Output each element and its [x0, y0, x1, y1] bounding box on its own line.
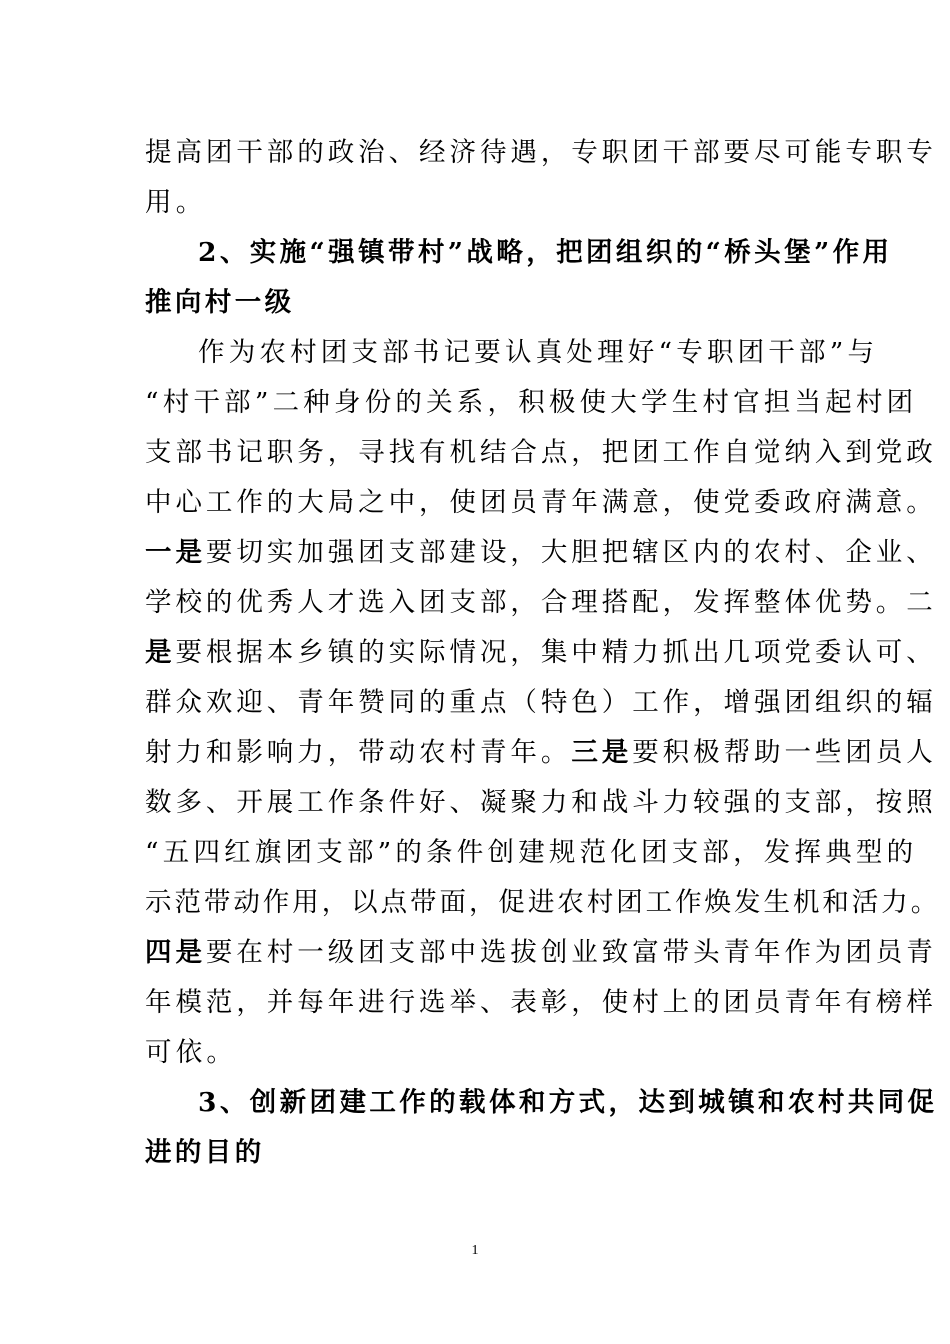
text-run: 支部书记职务，寻找有机结合点，把团工作自觉纳入到党政 — [145, 437, 937, 468]
text-run: 要积极帮助一些团员人 — [632, 737, 937, 768]
body-text-line — [145, 183, 835, 223]
section-heading — [145, 1133, 835, 1173]
body-text-line — [145, 883, 941, 923]
heading-text: 推向村一级 — [145, 287, 295, 318]
text-run: 中心工作的大局之中，使团员青年满意，使党委政府满意。 — [145, 487, 937, 518]
bold-lead: 是 — [145, 637, 176, 668]
text-run: “五四红旗团支部”的条件创建规范化团支部，发挥典型的 — [145, 837, 918, 868]
heading-text: 2、实施“强镇带村”战略，把团组织的“桥头堡”作用 — [198, 237, 893, 268]
text-run: 可依。 — [145, 1037, 238, 1068]
body-text-line — [145, 533, 937, 573]
body-text-line — [145, 633, 937, 673]
body-text-line — [145, 133, 937, 173]
body-text-line — [198, 333, 888, 373]
text-run: 提高团干部的政治、经济待遇，专职团干部要尽可能专职专 — [145, 137, 937, 168]
text-run: 要根据本乡镇的实际情况，集中精力抓出几项党委认可、 — [175, 637, 937, 668]
text-run: 学校的优秀人才选入团支部，合理搭配，发挥整体优势。二 — [145, 587, 937, 618]
section-heading — [198, 1083, 938, 1123]
text-run: “村干部”二种身份的关系，积极使大学生村官担当起村团 — [145, 387, 918, 418]
page-number: 1 — [471, 1243, 479, 1258]
text-run: 数多、开展工作条件好、凝聚力和战斗力较强的支部，按照 — [145, 787, 937, 818]
text-run: 射力和影响力，带动农村青年。 — [145, 737, 572, 768]
body-text-line — [145, 983, 937, 1023]
bold-lead: 四是 — [145, 937, 206, 968]
body-text-line — [145, 933, 937, 973]
section-heading — [145, 283, 835, 323]
body-text-line — [145, 783, 937, 823]
text-run: 作为农村团支部书记要认真处理好“专职团干部”与 — [198, 337, 879, 368]
text-run: 示范带动作用，以点带面，促进农村团工作焕发生机和活力。 — [145, 887, 941, 918]
body-text-line — [145, 583, 937, 623]
body-text-line — [145, 1033, 835, 1073]
body-text-line — [145, 683, 937, 723]
body-text-line — [145, 483, 937, 523]
text-run: 要切实加强团支部建设，大胆把辖区内的农村、企业、 — [205, 537, 937, 568]
body-text-line — [145, 433, 937, 473]
text-run: 要在村一级团支部中选拔创业致富带头青年作为团员青 — [205, 937, 937, 968]
heading-text: 3、创新团建工作的载体和方式，达到城镇和农村共同促 — [198, 1087, 938, 1118]
body-text-line — [145, 833, 918, 873]
body-text-line — [145, 733, 937, 773]
bold-lead: 三是 — [571, 737, 633, 768]
bold-lead: 一是 — [145, 537, 206, 568]
text-run: 用。 — [145, 187, 207, 218]
heading-text: 进的目的 — [145, 1137, 265, 1168]
text-run: 年模范，并每年进行选举、表彰，使村上的团员青年有榜样 — [145, 987, 937, 1018]
section-heading — [198, 233, 893, 273]
body-text-line — [145, 383, 918, 423]
text-run: 群众欢迎、青年赞同的重点（特色）工作，增强团组织的辐 — [145, 687, 937, 718]
